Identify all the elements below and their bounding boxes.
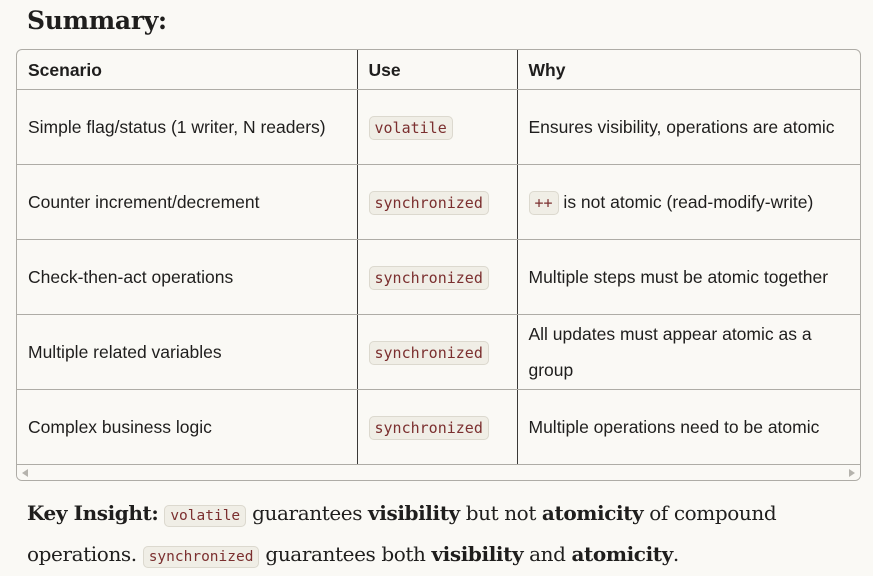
table-row: [17, 165, 861, 240]
insight-bold: atomicity: [541, 501, 644, 525]
insight-text: .: [672, 542, 679, 566]
insight-text: guarantees: [246, 501, 369, 525]
insight-text: of compound operations.: [27, 501, 777, 566]
use-cell: [357, 165, 517, 240]
summary-table: [17, 50, 861, 465]
scenario-cell: Check-then-act operations: [17, 240, 357, 315]
scenario-cell: Multiple related variables: [17, 315, 357, 390]
inline-code: ++: [529, 191, 559, 215]
key-insight-label: Key Insight:: [27, 501, 159, 525]
inline-code: volatile: [369, 116, 453, 140]
why-text: Ensures visibility, operations are atomic: [528, 117, 835, 137]
why-cell: [517, 165, 861, 240]
summary-heading: Summary:: [27, 6, 167, 35]
insight-text: but not: [459, 501, 542, 525]
inline-code: synchronized: [369, 341, 489, 365]
inline-code: synchronized: [369, 266, 489, 290]
table-row: [17, 390, 861, 465]
table-row: [17, 90, 861, 165]
why-cell: [517, 315, 861, 390]
why-text: All updates must appear atomic as a group: [528, 324, 812, 380]
horizontal-scrollbar[interactable]: [17, 466, 860, 480]
why-cell: [517, 240, 861, 315]
why-cell: [517, 390, 861, 465]
table-row: [17, 315, 861, 390]
inline-code: synchronized: [143, 546, 260, 568]
insight-bold: visibility: [431, 542, 524, 566]
use-cell: [357, 240, 517, 315]
scroll-right-arrow-icon[interactable]: [849, 469, 855, 477]
why-cell: [517, 90, 861, 165]
use-cell: [357, 390, 517, 465]
why-text: is not atomic (read-modify-write): [558, 191, 814, 212]
insight-bold: visibility: [368, 501, 460, 525]
column-header-scenario: Scenario: [17, 50, 357, 90]
insight-text: guarantees both: [259, 542, 432, 566]
inline-code: synchronized: [369, 191, 489, 215]
why-text: Multiple operations need to be atomic: [528, 417, 820, 437]
summary-table-container[interactable]: [16, 49, 861, 481]
column-header-use: Use: [357, 50, 517, 90]
insight-bold: atomicity: [571, 542, 673, 566]
insight-text: and: [523, 542, 572, 566]
scenario-cell: Complex business logic: [17, 390, 357, 465]
why-text: Multiple steps must be atomic together: [528, 267, 829, 287]
use-cell: [357, 315, 517, 390]
scenario-cell: Simple flag/status (1 writer, N readers): [17, 90, 357, 165]
column-header-why: Why: [517, 50, 861, 90]
table-header-row: [17, 50, 861, 90]
table-row: [17, 240, 861, 315]
key-insight-paragraph: [27, 494, 857, 576]
inline-code: synchronized: [369, 416, 489, 440]
scenario-cell: Counter increment/decrement: [17, 165, 357, 240]
inline-code: volatile: [164, 505, 246, 527]
scroll-left-arrow-icon[interactable]: [22, 469, 28, 477]
use-cell: [357, 90, 517, 165]
